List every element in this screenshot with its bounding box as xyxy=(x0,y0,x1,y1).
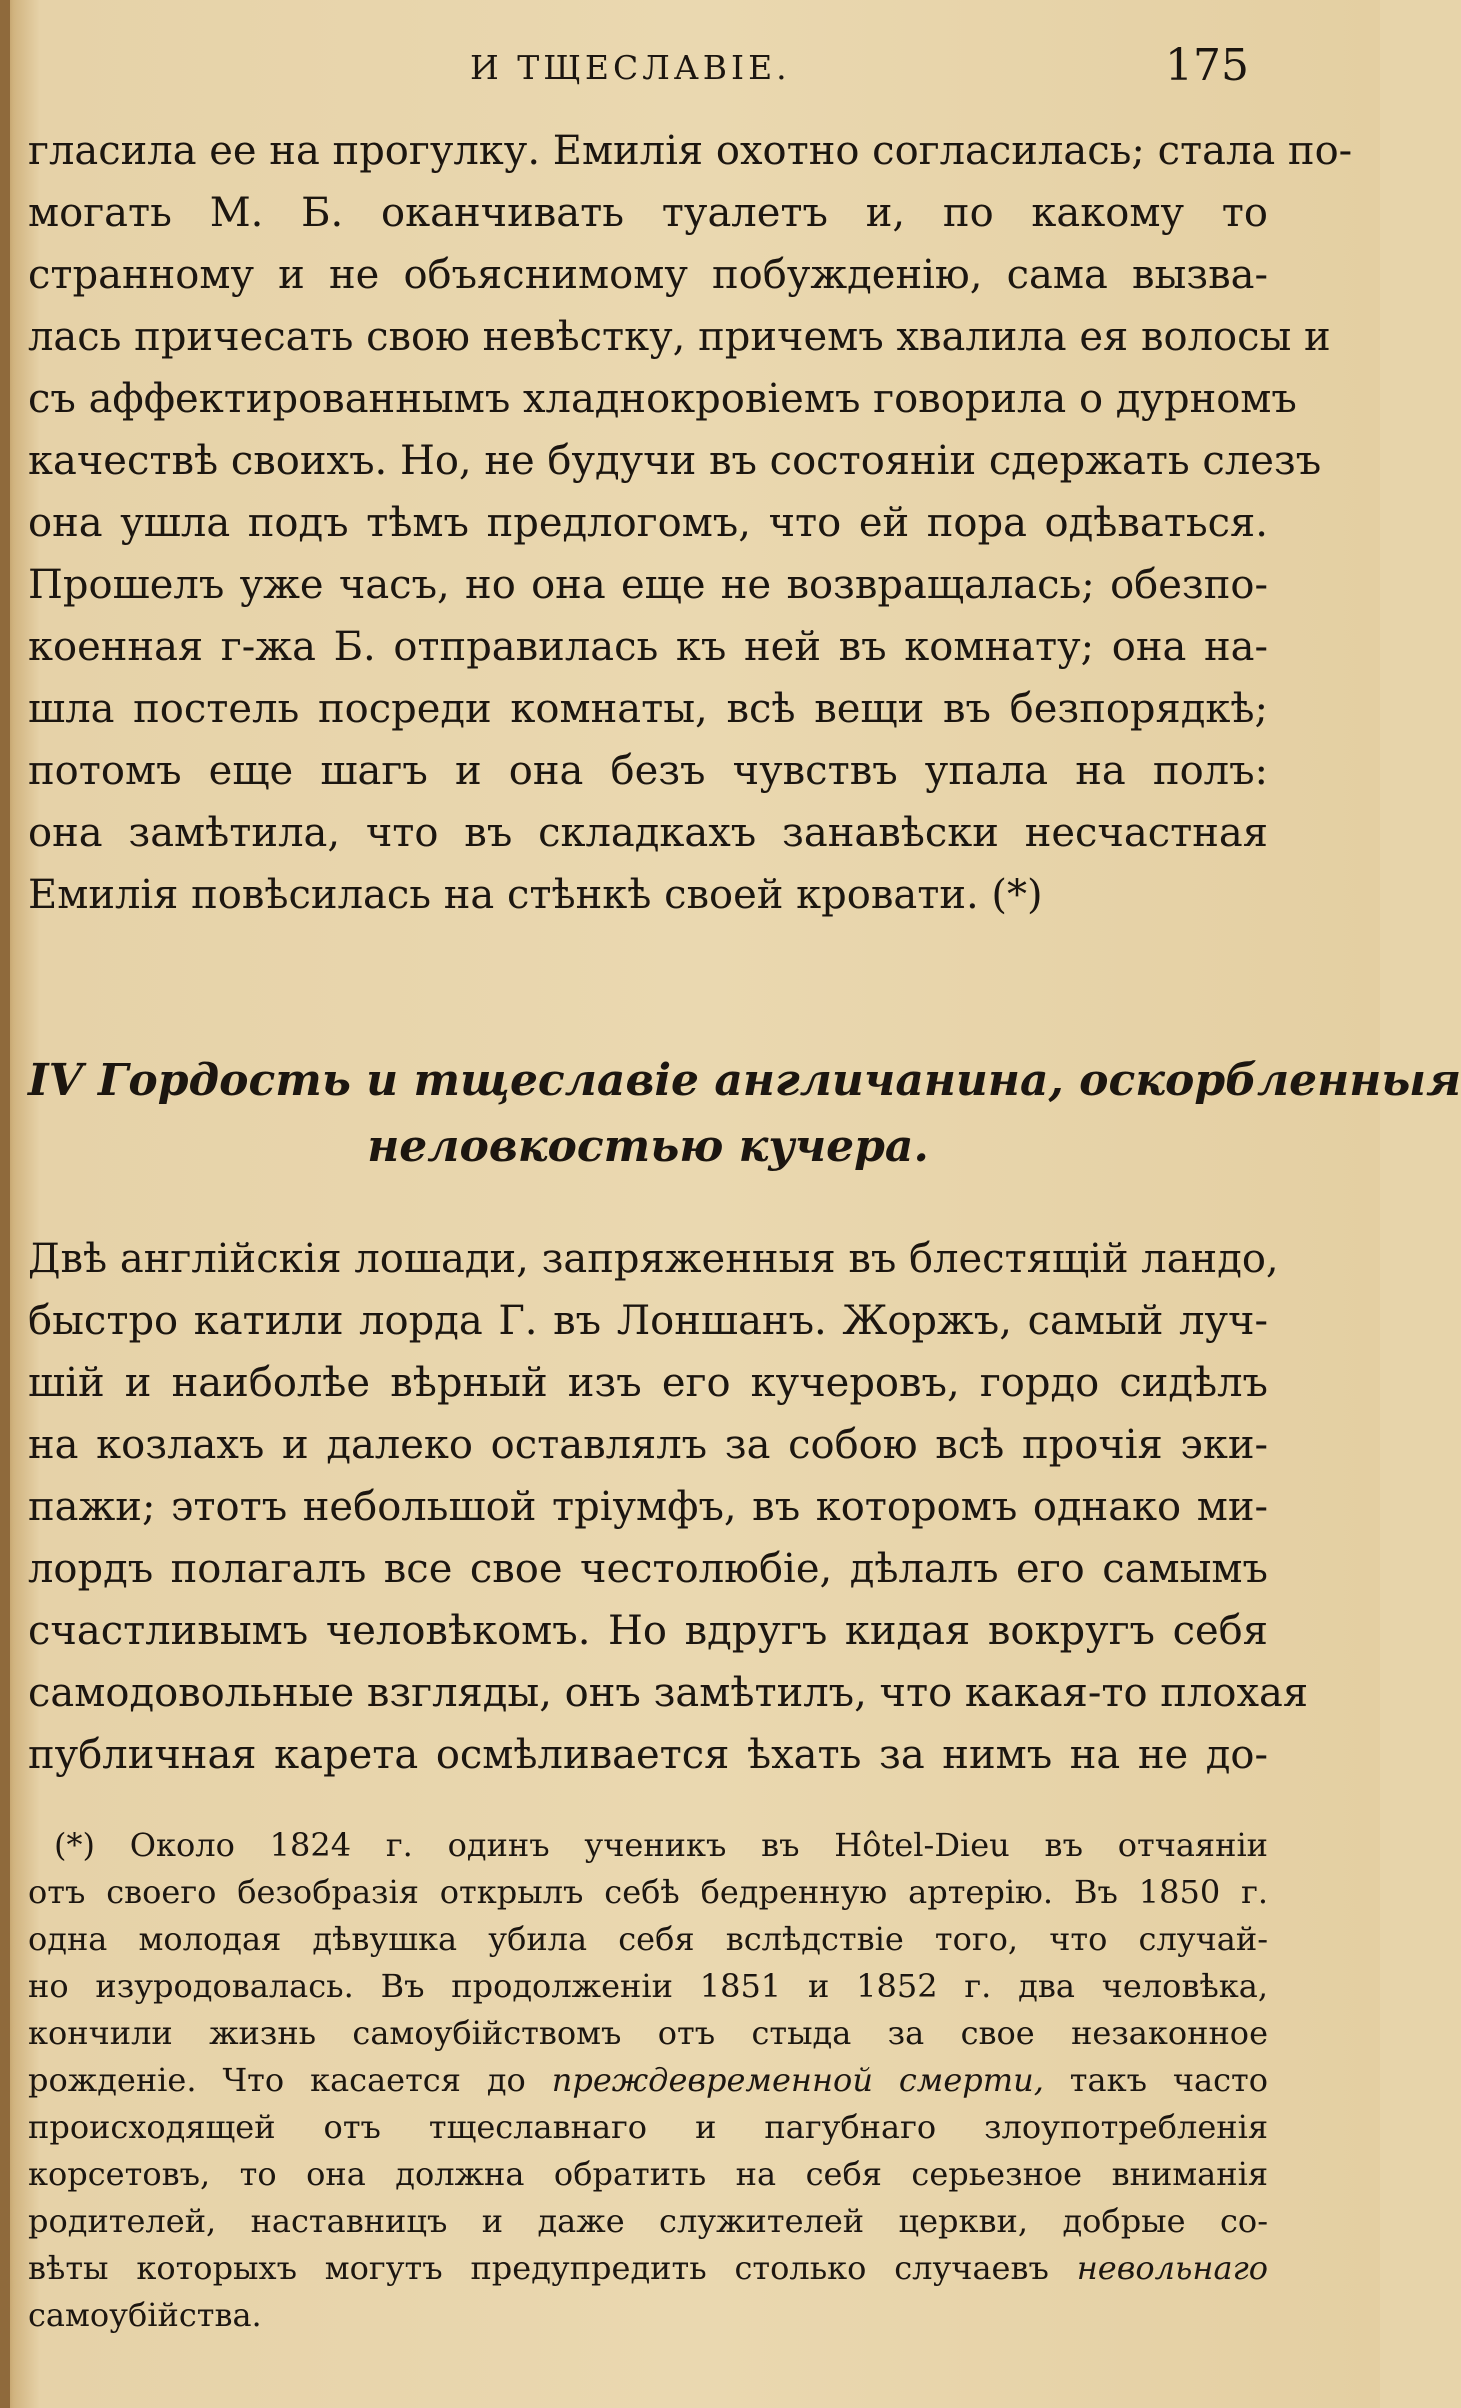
text-line: шій и наиболѣе вѣрный изъ его кучеровъ, гордо сидѣлъ xyxy=(28,1360,1268,1406)
text-line: коенная г-жа Б. отправилась къ ней въ комнату; она на- xyxy=(28,624,1268,670)
section-heading xyxy=(28,1048,1461,1180)
text-line: потомъ еще шагъ и она безъ чувствъ упала на полъ: xyxy=(28,748,1268,794)
footnote-line xyxy=(28,2057,1268,2104)
text-line: могать М. Б. оканчивать туалетъ и, по какому то xyxy=(28,190,1268,236)
paragraph-emilia xyxy=(28,120,1353,926)
text-line: гласила ее на прогулку. Емилія охотно согласилась; стала по- xyxy=(28,128,1353,174)
heading-line: IV Гордость и тщеславіе англичанина, оскорбленныя xyxy=(28,1055,1461,1106)
footnote-emphasis: невольнаго xyxy=(1076,2249,1268,2287)
text-line: шла постель посреди комнаты, всѣ вещи въ безпорядкѣ; xyxy=(28,686,1268,732)
footnote-text: вѣты которыхъ могутъ предупредить столько случаевъ xyxy=(28,2249,1077,2287)
footnote xyxy=(28,1822,1268,2339)
text-line: самодовольные взгляды, онъ замѣтилъ, что какая-то плохая xyxy=(28,1670,1309,1716)
footnote-line: корсетовъ, то она должна обратить на себя серьезное вниманія xyxy=(28,2155,1268,2193)
text-line: странному и не объяснимому побужденію, сама вызва- xyxy=(28,252,1268,298)
text-line: Прошелъ уже часъ, но она еще не возвращалась; обезпо- xyxy=(28,562,1268,608)
text-line: она ушла подъ тѣмъ предлогомъ, что ей пора одѣваться. xyxy=(28,500,1268,546)
heading-line: неловкостью кучера. xyxy=(367,1121,929,1172)
footnote-text: рожденіе. Что касается до xyxy=(28,2061,552,2099)
page-gutter xyxy=(0,0,10,2408)
footnote-line: (*) Около 1824 г. одинъ ученикъ въ Hôtel-Dieu въ отчаяніи xyxy=(54,1826,1268,1864)
footnote-line: родителей, наставницъ и даже служителей церкви, добрые со- xyxy=(28,2202,1268,2240)
text-line: она замѣтила, что въ складкахъ занавѣски несчастная xyxy=(28,810,1268,856)
text-line: пажи; этотъ небольшой тріумфъ, въ которомъ однако ми- xyxy=(28,1484,1268,1530)
footnote-line: кончили жизнь самоубійствомъ отъ стыда за свое незаконное xyxy=(28,2014,1268,2052)
footnote-line: но изуродовалась. Въ продолженіи 1851 и 1852 г. два человѣка, xyxy=(28,1967,1268,2005)
text-line: счастливымъ человѣкомъ. Но вдругъ кидая вокругъ себя xyxy=(28,1608,1268,1654)
text-line: лордъ полагалъ все свое честолюбіе, дѣлалъ его самымъ xyxy=(28,1546,1268,1592)
text-line: Двѣ англійскія лошади, запряженныя въ блестящій ландо, xyxy=(28,1236,1279,1282)
text-line: качествѣ своихъ. Но, не будучи въ состояніи сдержать слезъ xyxy=(28,438,1322,484)
footnote-line: одна молодая дѣвушка убила себя вслѣдствіе того, что случай- xyxy=(28,1920,1268,1958)
text-line: Емилія повѣсилась на стѣнкѣ своей кровати. (*) xyxy=(28,872,1043,918)
running-title: И ТЩЕСЛАВІЕ. xyxy=(470,48,791,87)
text-line: съ аффектированнымъ хладнокровіемъ говорила о дурномъ xyxy=(28,376,1297,422)
text-line: на козлахъ и далеко оставлялъ за собою всѣ прочія эки- xyxy=(28,1422,1268,1468)
page-header xyxy=(0,40,1380,100)
text-line: публичная карета осмѣливается ѣхать за нимъ на не до- xyxy=(28,1732,1268,1778)
footnote-line: происходящей отъ тщеславнаго и пагубнаго злоупотребленія xyxy=(28,2108,1268,2146)
footnote-line xyxy=(28,2245,1268,2292)
footnote-text: такъ часто xyxy=(1043,2061,1268,2099)
text-line: быстро катили лорда Г. въ Лоншанъ. Жоржъ, самый луч- xyxy=(28,1298,1268,1344)
footnote-emphasis: преждевременной смерти, xyxy=(551,2061,1044,2099)
page-number: 175 xyxy=(1165,40,1249,91)
footnote-line: самоубійства. xyxy=(28,2296,262,2334)
footnote-line: отъ своего безобразія открылъ себѣ бедренную артерію. Въ 1850 г. xyxy=(28,1873,1268,1911)
paragraph-lord xyxy=(28,1228,1309,1786)
text-line: лась причесать свою невѣстку, причемъ хвалила ея волосы и xyxy=(28,314,1331,360)
